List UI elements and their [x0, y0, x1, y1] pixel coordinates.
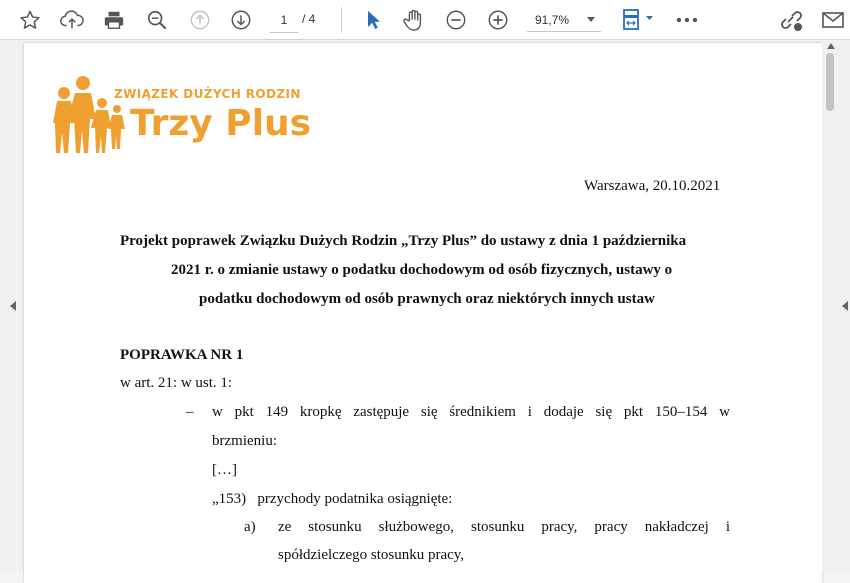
zoom-out-icon[interactable]: [441, 0, 471, 40]
cloud-upload-icon[interactable]: [56, 0, 88, 40]
page-up-icon[interactable]: [184, 0, 216, 40]
zoom-select[interactable]: [527, 8, 601, 32]
fit-page-icon[interactable]: [617, 0, 657, 40]
left-panel-toggle[interactable]: [0, 41, 24, 571]
more-icon[interactable]: [672, 0, 702, 40]
list-item-text: brzmieniu:: [212, 433, 277, 449]
toolbar: [0, 0, 850, 40]
document-title-line: 2021 r. o zmianie ustawy o podatku dochodowym od osób fizycznych, ustawy o: [171, 262, 673, 278]
select-arrow-icon[interactable]: [358, 0, 388, 40]
logo-subtitle: ZWIĄZEK DUŻYCH RODZIN: [114, 87, 301, 101]
document-viewer: [0, 41, 850, 571]
section-heading: POPRAWKA NR 1: [120, 347, 244, 363]
sub-item-text: spółdzielczego stosunku pracy,: [278, 547, 465, 563]
scroll-up-icon[interactable]: [827, 43, 835, 49]
link-icon[interactable]: [775, 0, 807, 40]
sub-item-text: ze stosunku służbowego, stosunku pracy, pracy nakładczej i: [278, 519, 730, 535]
hand-tool-icon[interactable]: [398, 0, 430, 40]
zoom-value: 91,7%: [535, 12, 570, 27]
sub-item-label: a): [244, 519, 256, 535]
page-total: / 4: [302, 12, 316, 26]
list-item-text: w pkt 149 kropkę zastępuje się średnikiem i dodaje się pkt 150–154 w: [212, 404, 730, 420]
page-down-icon[interactable]: [225, 0, 257, 40]
pdf-page: [24, 43, 822, 583]
list-dash: –: [186, 404, 194, 420]
page-number-input[interactable]: 1: [270, 8, 298, 33]
ellipsis: […]: [212, 462, 237, 478]
point-153: „153) przychody podatnika osiągnięte:: [212, 491, 453, 507]
email-icon[interactable]: [817, 0, 849, 40]
scrollbar-thumb[interactable]: [826, 53, 834, 111]
chevron-left-icon: [842, 301, 848, 311]
document-date: Warszawa, 20.10.2021: [584, 178, 721, 194]
document-title-line: podatku dochodowym od osób prawnych oraz niektórych innych ustaw: [199, 291, 655, 307]
zoom-in-icon[interactable]: [483, 0, 513, 40]
chevron-down-icon: [587, 17, 595, 23]
toolbar-divider: [341, 7, 342, 33]
print-icon[interactable]: [98, 0, 130, 40]
chevron-left-icon: [10, 301, 16, 311]
paragraph: w art. 21: w ust. 1:: [120, 375, 233, 391]
vertical-scrollbar[interactable]: [822, 41, 850, 571]
document-title-line: Projekt poprawek Związku Dużych Rodzin „Trzy Plus” do ustawy z dnia 1 października: [120, 233, 687, 249]
star-icon[interactable]: [14, 0, 46, 40]
zoom-search-icon[interactable]: [141, 0, 173, 40]
logo-title: Trzy Plus: [130, 103, 312, 144]
